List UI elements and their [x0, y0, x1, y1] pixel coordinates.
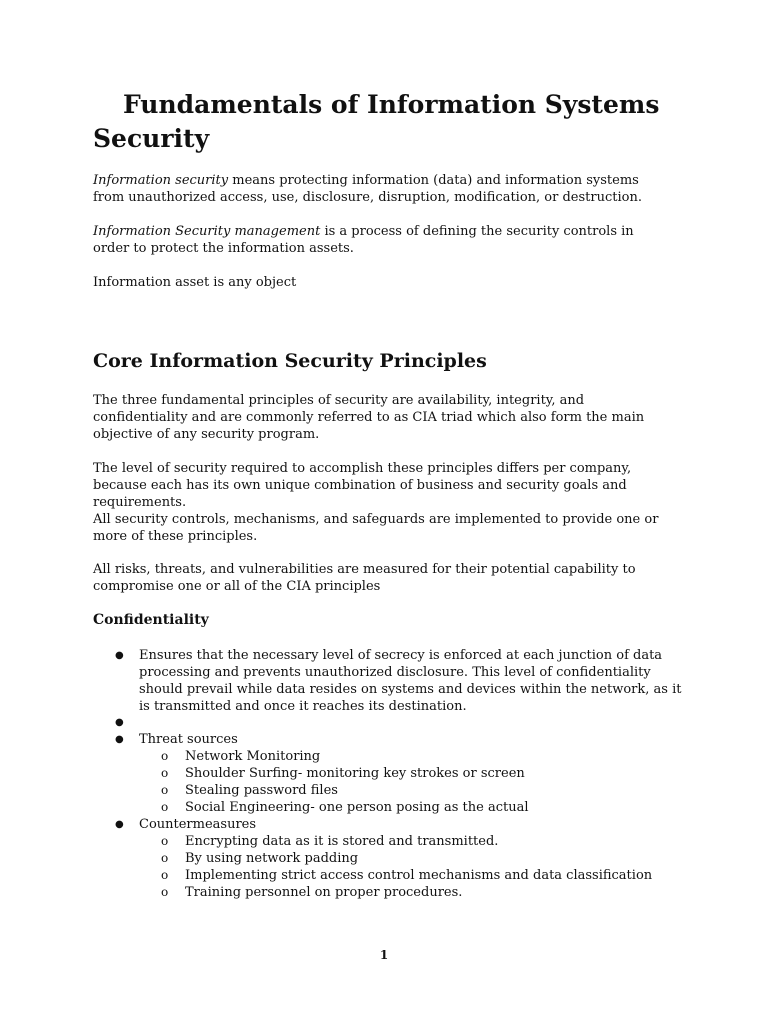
- term-information-security-management: Information Security management: [93, 224, 321, 239]
- sub-list-item: [161, 867, 685, 884]
- sub-list-item-text: Training personnel on proper procedures.: [185, 885, 463, 900]
- section-heading: Core Information Security Principles: [93, 350, 487, 372]
- bullet-icon: ●: [115, 650, 124, 661]
- list-item-text: Ensures that the necessary level of secrecy is enforced at each junction of data processing and prevents unauthorized disclosure. This level of confidentiality should prevail while data resides on systems and devices within the network, as it is transmitted and once it reaches its destination.: [139, 648, 682, 714]
- sub-list-item-text: Network Monitoring: [185, 749, 321, 764]
- page-number: 1: [379, 948, 389, 962]
- circle-bullet-icon: o: [161, 800, 169, 814]
- sub-list-item-text: Stealing password files: [185, 783, 338, 798]
- circle-bullet-icon: o: [161, 766, 169, 780]
- list-item: [115, 647, 694, 715]
- intro-text-3: Information asset is any object: [93, 275, 297, 290]
- section-paragraph-4: All risks, threats, and vulnerabilities are measured for their potential capability to compromise one or all of the CIA principles: [93, 562, 636, 594]
- intro-text-1: means protecting information (data) and information systems from unauthorized access, use, disclosure, disruption, modification, or destruction.: [93, 173, 642, 205]
- circle-bullet-icon: o: [161, 851, 169, 865]
- section-paragraph-2: The level of security required to accomplish these principles differs per company, because each has its own unique combination of business and security goals and requirements.: [93, 461, 632, 510]
- list-item-countermeasures: [115, 816, 694, 833]
- sub-list-item: [161, 884, 685, 901]
- section-paragraph-1: The three fundamental principles of security are availability, integrity, and confidentiality and are commonly referred to as CIA triad which also form the main objective of any security program.: [93, 393, 645, 442]
- sub-list-item-text: Implementing strict access control mechanisms and data classification: [185, 868, 653, 883]
- sub-list-item: [161, 850, 685, 867]
- circle-bullet-icon: o: [161, 868, 169, 882]
- sub-list-item: [161, 748, 685, 765]
- sub-list-item-text: By using network padding: [185, 851, 359, 866]
- sub-list-item: [161, 782, 685, 799]
- sub-list-item: [161, 765, 685, 782]
- sub-list-item: [161, 833, 685, 850]
- list-item-text: Threat sources: [139, 732, 238, 747]
- intro-paragraph-2: [93, 223, 673, 257]
- intro-paragraph-1: [93, 172, 673, 206]
- circle-bullet-icon: o: [161, 885, 169, 899]
- sub-list-item: [161, 799, 685, 816]
- document-title: Fundamentals of Information Systems Security: [93, 90, 660, 153]
- sub-list-item-text: Shoulder Surfing- monitoring key strokes or screen: [185, 766, 525, 781]
- intro-paragraph-3: [93, 274, 673, 291]
- sub-list-item-text: Social Engineering- one person posing as the actual: [185, 800, 529, 815]
- bullet-icon: ●: [115, 717, 124, 728]
- bullet-icon: ●: [115, 734, 124, 745]
- bullet-icon: ●: [115, 819, 124, 830]
- intro-text-2: is a process of defining the security controls in order to protect the information assets.: [93, 224, 634, 256]
- section-paragraph-3: All security controls, mechanisms, and safeguards are implemented to provide one or more of these principles.: [93, 512, 659, 544]
- list-item-text: Countermeasures: [139, 817, 257, 832]
- subsection-heading: Confidentiality: [93, 612, 209, 628]
- list-item-threat-sources: [115, 731, 694, 748]
- circle-bullet-icon: o: [161, 783, 169, 797]
- sub-list-item-text: Encrypting data as it is stored and transmitted.: [185, 834, 499, 849]
- term-information-security: Information security: [93, 173, 229, 188]
- circle-bullet-icon: o: [161, 834, 169, 848]
- circle-bullet-icon: o: [161, 749, 169, 763]
